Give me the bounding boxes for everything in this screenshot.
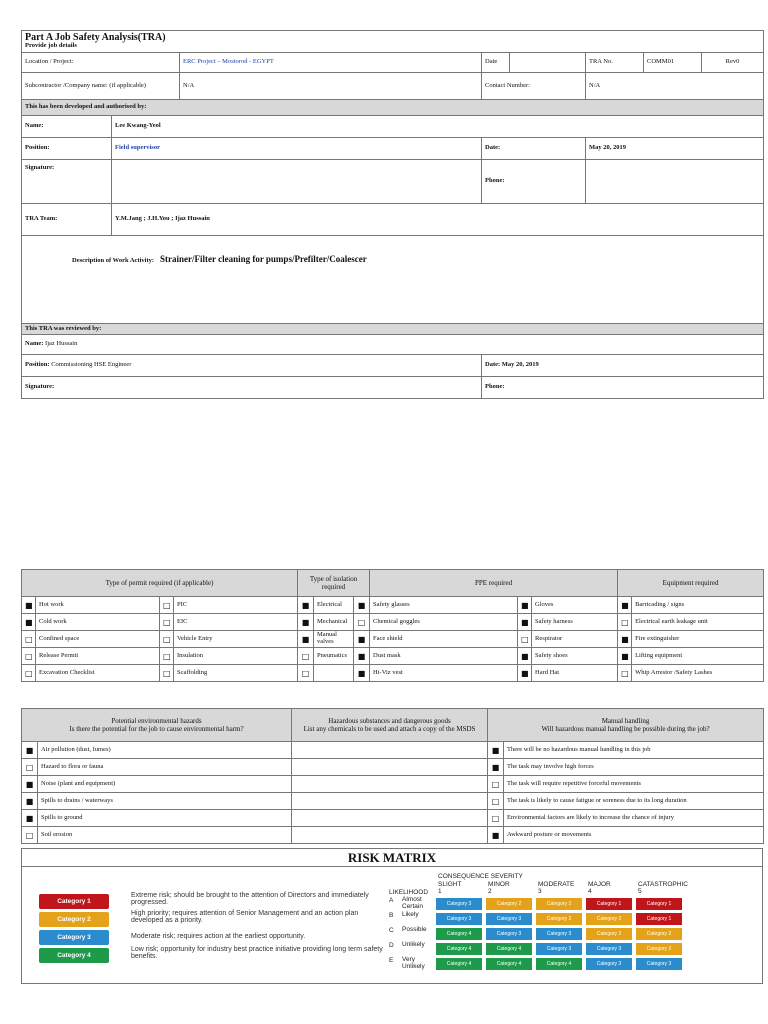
- checklist-row: [22, 614, 764, 631]
- risk-matrix: [21, 848, 763, 984]
- likelihood-name: Unlikely: [402, 941, 425, 948]
- checkbox[interactable]: ■: [22, 793, 38, 810]
- matrix-cell: Category 3: [436, 898, 482, 910]
- checkbox[interactable]: ■: [488, 742, 504, 759]
- checkbox[interactable]: ■: [22, 810, 38, 827]
- position-value[interactable]: Field supervisor: [112, 138, 482, 160]
- checklist-row: [22, 665, 764, 682]
- isolation-label: [314, 665, 354, 682]
- substance-field[interactable]: [292, 742, 488, 759]
- checkbox[interactable]: ■: [354, 631, 370, 648]
- contact-label: Contact Number:: [482, 73, 586, 100]
- checkbox[interactable]: □: [22, 631, 36, 648]
- checkbox[interactable]: □: [618, 665, 632, 682]
- contact-value[interactable]: N/A: [586, 73, 764, 100]
- severity-number: 2: [488, 888, 492, 895]
- permit-label: Confined space: [36, 631, 160, 648]
- team-label: TRA Team:: [22, 204, 112, 236]
- category-description: Low risk; opportunity for industry best practice initiative providing long term safety benefits.: [131, 946, 383, 961]
- ppe-label: Gloves: [532, 597, 618, 614]
- checkbox[interactable]: ■: [298, 597, 314, 614]
- matrix-cell: Category 3: [486, 928, 532, 940]
- category-description: High priority; requires attention of Senior Management and an action plan developed as a priority.: [131, 910, 359, 925]
- equipment-label: Fire extinguisher: [632, 631, 764, 648]
- checkbox[interactable]: □: [160, 648, 174, 665]
- checklist-table: [21, 569, 764, 682]
- env-hazard-label: Soil erosion: [38, 827, 292, 844]
- rev-signature-label: Signature:: [22, 377, 482, 399]
- rev-position-value[interactable]: Commissioning HSE Engineer: [51, 361, 132, 369]
- position-label: Position:: [22, 138, 112, 160]
- likelihood-name: Almost Certain: [402, 896, 423, 910]
- checkbox[interactable]: ■: [518, 665, 532, 682]
- env-hazard-label: Hazard to flora or fauna: [38, 759, 292, 776]
- equipment-label: Whip Arrestor /Safety Lashes: [632, 665, 764, 682]
- matrix-cell: Category 2: [586, 913, 632, 925]
- matrix-cell: Category 4: [436, 928, 482, 940]
- manual-handling-label: There will be no hazardous manual handling in this job: [504, 742, 764, 759]
- checkbox[interactable]: ■: [518, 614, 532, 631]
- reviewed-label: This TRA was reviewed by:: [22, 324, 764, 335]
- env-hazard-label: Spills to ground: [38, 810, 292, 827]
- severity-label: CATASTROPHIC: [638, 881, 688, 888]
- substance-field[interactable]: [292, 793, 488, 810]
- tra-no-label: TRA No.: [586, 53, 644, 73]
- rev-date-label: Date:: [485, 361, 501, 369]
- ppe-label: Hard Hat: [532, 665, 618, 682]
- location-label: Location / Project:: [22, 53, 180, 73]
- ppe-header: PPE required: [370, 570, 618, 597]
- permit-label: Excavation Checklist: [36, 665, 160, 682]
- checkbox[interactable]: □: [160, 614, 174, 631]
- likelihood-letter: A: [389, 897, 394, 904]
- ppe-label: Face shield: [370, 631, 518, 648]
- checkbox[interactable]: □: [22, 648, 36, 665]
- severity-label: MINOR: [488, 881, 510, 888]
- checklist-row: [22, 597, 764, 614]
- severity-label: SLIGHT: [438, 881, 462, 888]
- rev-value[interactable]: Rev0: [702, 53, 764, 73]
- checkbox[interactable]: □: [160, 631, 174, 648]
- matrix-cell: Category 1: [636, 898, 682, 910]
- matrix-cell: Category 2: [536, 913, 582, 925]
- checkbox[interactable]: ■: [518, 597, 532, 614]
- checkbox[interactable]: □: [160, 597, 174, 614]
- hazard-row: [22, 776, 764, 793]
- subcontractor-label: Subcontractor /Company name: (if applicable): [22, 73, 180, 100]
- hazard-row: [22, 742, 764, 759]
- checkbox[interactable]: ■: [354, 648, 370, 665]
- checkbox[interactable]: ■: [618, 631, 632, 648]
- matrix-cell: Category 4: [486, 943, 532, 955]
- env-hazard-label: Spills to drains / waterways: [38, 793, 292, 810]
- rev-position-label: Position:: [25, 361, 50, 369]
- ppe-label: Safety glasses: [370, 597, 518, 614]
- permit-label: Hot work: [36, 597, 160, 614]
- checkbox[interactable]: □: [22, 665, 36, 682]
- matrix-cell: Category 4: [536, 958, 582, 970]
- isolation-label: Manual valves: [314, 631, 354, 648]
- checklist-row: [22, 648, 764, 665]
- matrix-cell: Category 2: [636, 928, 682, 940]
- severity-label: MAJOR: [588, 881, 611, 888]
- checkbox[interactable]: □: [160, 665, 174, 682]
- matrix-cell: Category 3: [586, 958, 632, 970]
- isolation-header: Type of isolation required: [298, 570, 370, 597]
- manual-handling-label: Awkward posture or movements: [504, 827, 764, 844]
- isolation-label: Electrical: [314, 597, 354, 614]
- part-a-subtitle: Provide job details: [25, 42, 77, 50]
- category-description: Extreme risk; should be brought to the attention of Directors and immediately progressed.: [131, 892, 369, 907]
- tra-no-value[interactable]: COMM01: [644, 53, 702, 73]
- category-badge: Category 1: [39, 894, 109, 909]
- matrix-cell: Category 2: [486, 898, 532, 910]
- rev-name-value[interactable]: Ijaz Hussain: [45, 340, 78, 348]
- location-value[interactable]: ERC Project – Mostorod - EGYPT: [180, 53, 482, 73]
- desc-value[interactable]: Strainer/Filter cleaning for pumps/Prefilter/Coalescer: [160, 254, 367, 264]
- substance-field[interactable]: [292, 810, 488, 827]
- name-value[interactable]: Lee Kwang-Yeol: [112, 116, 764, 138]
- category-badge: Category 3: [39, 930, 109, 945]
- checkbox[interactable]: □: [488, 793, 504, 810]
- likelihood-letter: E: [389, 957, 394, 964]
- likelihood-name: Possible: [402, 926, 427, 933]
- matrix-cell: Category 2: [636, 943, 682, 955]
- substances-header: Hazardous substances and dangerous goods List any chemicals to be used and attach a copy of the MSDS: [292, 709, 488, 742]
- signature-label: Signature:: [22, 160, 112, 204]
- manual-handling-label: Environmental factors are likely to increase the chance of injury: [504, 810, 764, 827]
- rev-date-row: [482, 355, 764, 377]
- checkbox[interactable]: ■: [354, 597, 370, 614]
- team-value[interactable]: Y.M.Jang ; J.H.You ; Ijaz Hussain: [112, 204, 764, 236]
- hazards-table: [21, 708, 764, 844]
- rev-phone-label: Phone:: [482, 377, 764, 399]
- checkbox[interactable]: ■: [22, 614, 36, 631]
- permit-label: Release Permit: [36, 648, 160, 665]
- checkbox[interactable]: ■: [354, 665, 370, 682]
- phone-field[interactable]: [586, 160, 764, 204]
- checkbox[interactable]: ■: [488, 759, 504, 776]
- manual-header: Manual handling Will hazardous manual handling be possible during the job?: [488, 709, 764, 742]
- checkbox[interactable]: ■: [518, 648, 532, 665]
- manual-handling-label: The task may involve high forces: [504, 759, 764, 776]
- category-badge: Category 2: [39, 912, 109, 927]
- env-header: Potential environmental hazards Is there the potential for the job to cause environmental harm?: [22, 709, 292, 742]
- risk-matrix-title: RISK MATRIX: [347, 850, 437, 865]
- likelihood-label: LIKELIHOOD: [389, 889, 429, 896]
- severity-number: 5: [638, 888, 642, 895]
- checkbox[interactable]: □: [518, 631, 532, 648]
- matrix-cell: Category 1: [636, 913, 682, 925]
- part-a-title: Part A Job Safety Analysis(TRA): [25, 32, 166, 44]
- checkbox[interactable]: ■: [618, 597, 632, 614]
- hazard-row: [22, 810, 764, 827]
- checkbox[interactable]: □: [488, 810, 504, 827]
- severity-number: 3: [538, 888, 542, 895]
- checkbox[interactable]: ■: [298, 631, 314, 648]
- permit-label: Vehicle Entry: [174, 631, 298, 648]
- checkbox[interactable]: □: [298, 665, 314, 682]
- ppe-label: Hi-Viz vest: [370, 665, 518, 682]
- hazard-row: [22, 793, 764, 810]
- ppe-label: Dust mask: [370, 648, 518, 665]
- checklist-row: [22, 631, 764, 648]
- equipment-label: Electrical earth leakage unit: [632, 614, 764, 631]
- rev-name-label: Name:: [25, 340, 44, 348]
- checkbox[interactable]: ■: [298, 614, 314, 631]
- checkbox[interactable]: □: [22, 759, 38, 776]
- matrix-cell: Category 3: [536, 943, 582, 955]
- manual-handling-label: The task will require repetitive forceful movements: [504, 776, 764, 793]
- part-a-header: [22, 31, 764, 53]
- developed-label: This has been developed and authorised by:: [22, 100, 764, 116]
- part-a-table: [21, 30, 764, 399]
- severity-label: MODERATE: [538, 881, 575, 888]
- permit-label: Scaffolding: [174, 665, 298, 682]
- checkbox[interactable]: ■: [22, 776, 38, 793]
- desc-label: Description of Work Activity:: [72, 257, 155, 264]
- ppe-label: Respirator: [532, 631, 618, 648]
- checkbox[interactable]: □: [354, 614, 370, 631]
- checkbox[interactable]: ■: [488, 827, 504, 844]
- signature-field[interactable]: [112, 160, 482, 204]
- substance-field[interactable]: [292, 827, 488, 844]
- checkbox[interactable]: ■: [618, 648, 632, 665]
- matrix-cell: Category 2: [586, 928, 632, 940]
- matrix-cell: Category 3: [636, 958, 682, 970]
- checkbox[interactable]: □: [298, 648, 314, 665]
- checkbox[interactable]: □: [618, 614, 632, 631]
- name-label: Name:: [22, 116, 112, 138]
- date2-value[interactable]: May 20, 2019: [586, 138, 764, 160]
- matrix-cell: Category 3: [486, 913, 532, 925]
- substance-field[interactable]: [292, 759, 488, 776]
- permit-label: PIC: [174, 597, 298, 614]
- category-badge: Category 4: [39, 948, 109, 963]
- isolation-label: Mechanical: [314, 614, 354, 631]
- likelihood-letter: D: [389, 942, 394, 949]
- checkbox[interactable]: ■: [22, 597, 36, 614]
- checkbox[interactable]: ■: [22, 742, 38, 759]
- env-hazard-label: Noise (plant and equipment): [38, 776, 292, 793]
- description-cell: [22, 236, 764, 324]
- isolation-label: Pneumatics: [314, 648, 354, 665]
- ppe-label: Safety harness: [532, 614, 618, 631]
- likelihood-name: Very Unlikely: [402, 956, 425, 970]
- permit-label: Cold work: [36, 614, 160, 631]
- env-hazard-label: Air pollution (dust, fumes): [38, 742, 292, 759]
- hazard-row: [22, 827, 764, 844]
- rev-date-value[interactable]: May 20, 2019: [501, 361, 539, 369]
- equipment-label: Barricading / signs: [632, 597, 764, 614]
- date-label: Date: [482, 53, 510, 73]
- consequence-label: CONSEQUENCE SEVERITY: [438, 873, 523, 880]
- substance-field[interactable]: [292, 776, 488, 793]
- matrix-cell: Category 4: [486, 958, 532, 970]
- severity-number: 4: [588, 888, 592, 895]
- permit-label: EIC: [174, 614, 298, 631]
- severity-number: 1: [438, 888, 442, 895]
- permit-label: Insulation: [174, 648, 298, 665]
- matrix-cell: Category 1: [586, 898, 632, 910]
- hazard-row: [22, 759, 764, 776]
- rev-name-row: [22, 335, 764, 355]
- matrix-cell: Category 3: [586, 943, 632, 955]
- equipment-header: Equipment required: [618, 570, 764, 597]
- matrix-cell: Category 2: [536, 898, 582, 910]
- checkbox[interactable]: □: [22, 827, 38, 844]
- likelihood-letter: C: [389, 927, 394, 934]
- likelihood-name: Likely: [402, 911, 419, 918]
- matrix-cell: Category 4: [436, 958, 482, 970]
- category-description: Moderate risk; requires action at the earliest opportunity.: [131, 933, 306, 940]
- date-value[interactable]: [510, 53, 586, 73]
- equipment-label: Lifting equipment: [632, 648, 764, 665]
- manual-handling-label: The task is likely to cause fatigue or soreness due to its long duration: [504, 793, 764, 810]
- matrix-cell: Category 3: [436, 913, 482, 925]
- ppe-label: Safety shoes: [532, 648, 618, 665]
- ppe-label: Chemical goggles: [370, 614, 518, 631]
- checkbox[interactable]: □: [488, 776, 504, 793]
- phone-label: Phone:: [482, 160, 586, 204]
- subcontractor-value[interactable]: N/A: [180, 73, 482, 100]
- matrix-cell: Category 3: [536, 928, 582, 940]
- matrix-cell: Category 4: [436, 943, 482, 955]
- likelihood-letter: B: [389, 912, 394, 919]
- date2-label: Date:: [482, 138, 586, 160]
- rev-position-row: [22, 355, 482, 377]
- permit-header: Type of permit required (if applicable): [22, 570, 298, 597]
